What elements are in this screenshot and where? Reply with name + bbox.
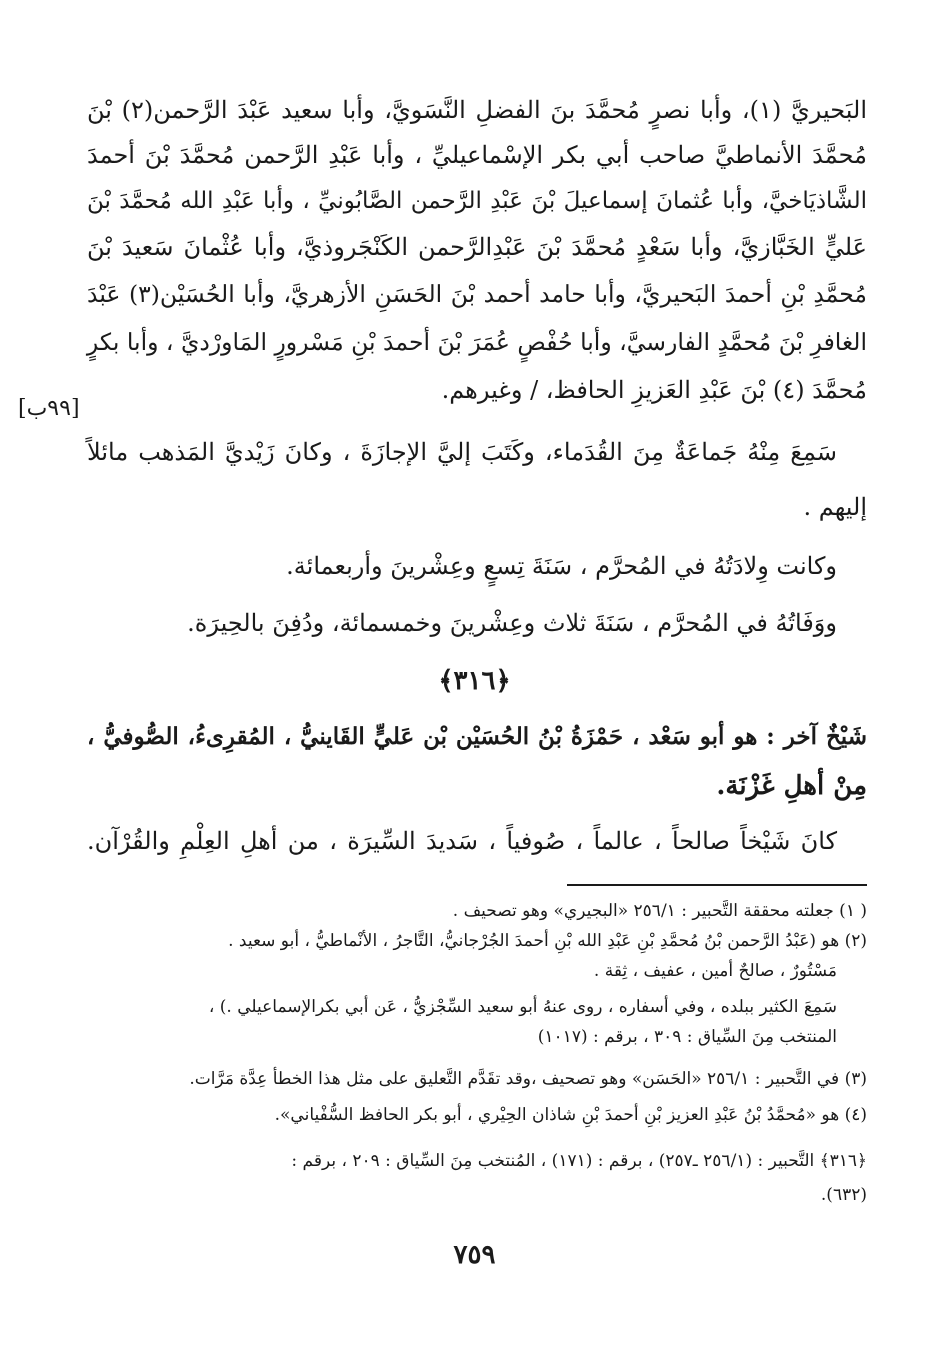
- margin-folio-note: [٩٩ب]: [18, 396, 80, 421]
- text-line: عَليٍّ الخَبَّازيَّ، وأبا سَعْدٍ مُحمَّدَ بْنَ عَبْدِالرَّحمن الكَنْجَروذيَّ، وأبا عُثْمانَ سَعيدَ بْنَ: [87, 233, 868, 261]
- footnote-line: (٣) في التَّحبير : ٢٥٦/١ «الحَسَن» وهو تصحيف ،وقد تقَدَّم التَّعليق على مثل هذا الخطأ عِدَّة مَرَّات.: [189, 1069, 867, 1089]
- footnote-separator: [567, 884, 867, 886]
- heading-line: شَيْخٌ آخر : هو أبو سَعْد ، حَمْزَةُ بْنُ الحُسَيْن بْن عَليٍّ القَاينيُّ ، المُقرِىءُ، الصُّوفيُّ ،: [87, 723, 867, 750]
- birth-line: وكانت وِلادَتُهُ في المُحرَّم ، سَنَةَ تِسعٍ وعِشْرينَ وأربعمائة.: [286, 552, 837, 580]
- footnote-line: (٤) هو «مُحمَّدُ بْنُ عَبْدِ العزيز بْنِ أحمدَ بْنِ شاذان الحِيْري ، أبو بكر الحافظ السُّفْياني».: [274, 1105, 867, 1125]
- page-number: ٧٥٩: [453, 1240, 496, 1270]
- text-line: البَحيريَّ (١)، وأبا نصرٍ مُحمَّدَ بنَ الفضلِ النَّسَويَّ، وأبا سعيد عَبْدَ الرَّحمن(٢) بْنَ: [87, 96, 867, 124]
- footnote-line: مَسْتُورٌ ، صالحٌ أمين ، عفيف ، ثِقة .: [593, 961, 837, 981]
- text-line: إليهم .: [803, 493, 867, 521]
- death-line: ووَفَاتُهُ في المُحرَّم ، سَنَةَ ثلاث وعِشْرينَ وخمسمائة، ودُفِنَ بالحِيرَة.: [187, 609, 837, 637]
- heading-line: مِنْ أهلِ غَزْنَة.: [716, 771, 867, 801]
- text-line: مُحمَّدَ الأنماطيَّ صاحب أبي بكر الإسْماعيليِّ ، وأبا عَبْدِ الرَّحمن مُحمَّدَ بْنَ أحمدَ: [87, 141, 867, 169]
- entry-number: ﴿٣١٦﴾: [438, 666, 511, 696]
- footnote-line: (٦٣٢).: [820, 1185, 867, 1205]
- footnote-line: ﴿٣١٦﴾ التَّحبير : (٢٥٦/١ ـ٢٥٧) ، برقم : (١٧١) ، المُنتخب مِنَ السِّياق : ٢٠٩ ، برقم :: [291, 1151, 867, 1171]
- text-line: الشَّاذيَاخيَّ، وأبا عُثمانَ إسماعيلَ بْنَ عَبْدِ الرَّحمن الصَّابُونيِّ ، وأبا عَبْدِ الله مُحمَّدَ بْنَ: [87, 188, 867, 214]
- footnote-line: (٢) هو (عَبْدُ الرَّحمن بْنُ مُحمَّدِ بْنِ عَبْدِ الله بْنِ أحمدَ الجُرْجانيُّ، التَّاجرُ ، الأنْماطيُّ ، أبو سعيد .: [228, 931, 867, 951]
- footnote-line: ( ١) جعلته محققة التَّحبير : ٢٥٦/١ «البجيري» وهو تصحيف .: [452, 901, 867, 921]
- entry-body: كانَ شَيْخاً صالحاً ، عالماً ، صُوفياً ، سَديدَ السِّيرَة ، من أهلِ العِلْمِ والقُرْآن.: [87, 827, 837, 855]
- text-line: مُحمَّدِ بْنِ أحمدَ البَحيريَّ، وأبا حامد أحمد بْنَ الحَسَنِ الأزهريَّ، وأبا الحُسَيْن(٣) عَبْدَ: [87, 280, 867, 308]
- text-line: الغافرِ بْنَ مُحمَّدٍ الفارسيَّ، وأبا حُفْصٍ عُمَرَ بْنَ أحمدَ بْنِ مَسْرورٍ المَاورْديَّ ، وأبا بكرٍ: [86, 328, 867, 356]
- footnote-line: المنتخب مِنَ السِّياق : ٣٠٩ ، برقم : (١٠١٧): [537, 1027, 837, 1047]
- text-line: سَمِعَ مِنْهُ جَماعَةٌ مِنَ القُدَماء، وكَتَبَ إليَّ الإجازَةَ ، وكانَ زَيْديَّ المَذهب مائلاً: [87, 438, 837, 466]
- footnote-line: سَمِعَ الكثير ببلده ، وفي أسفاره ، روى عنهُ أبو سعيد السِّجْزيُّ ، عَن أبي بكرالإسماعيلي .) ،: [208, 997, 837, 1017]
- text-line: مُحمَّدَ (٤) بْنَ عَبْدِ العَزيزِ الحافظ، / وغيرهم.: [441, 376, 867, 404]
